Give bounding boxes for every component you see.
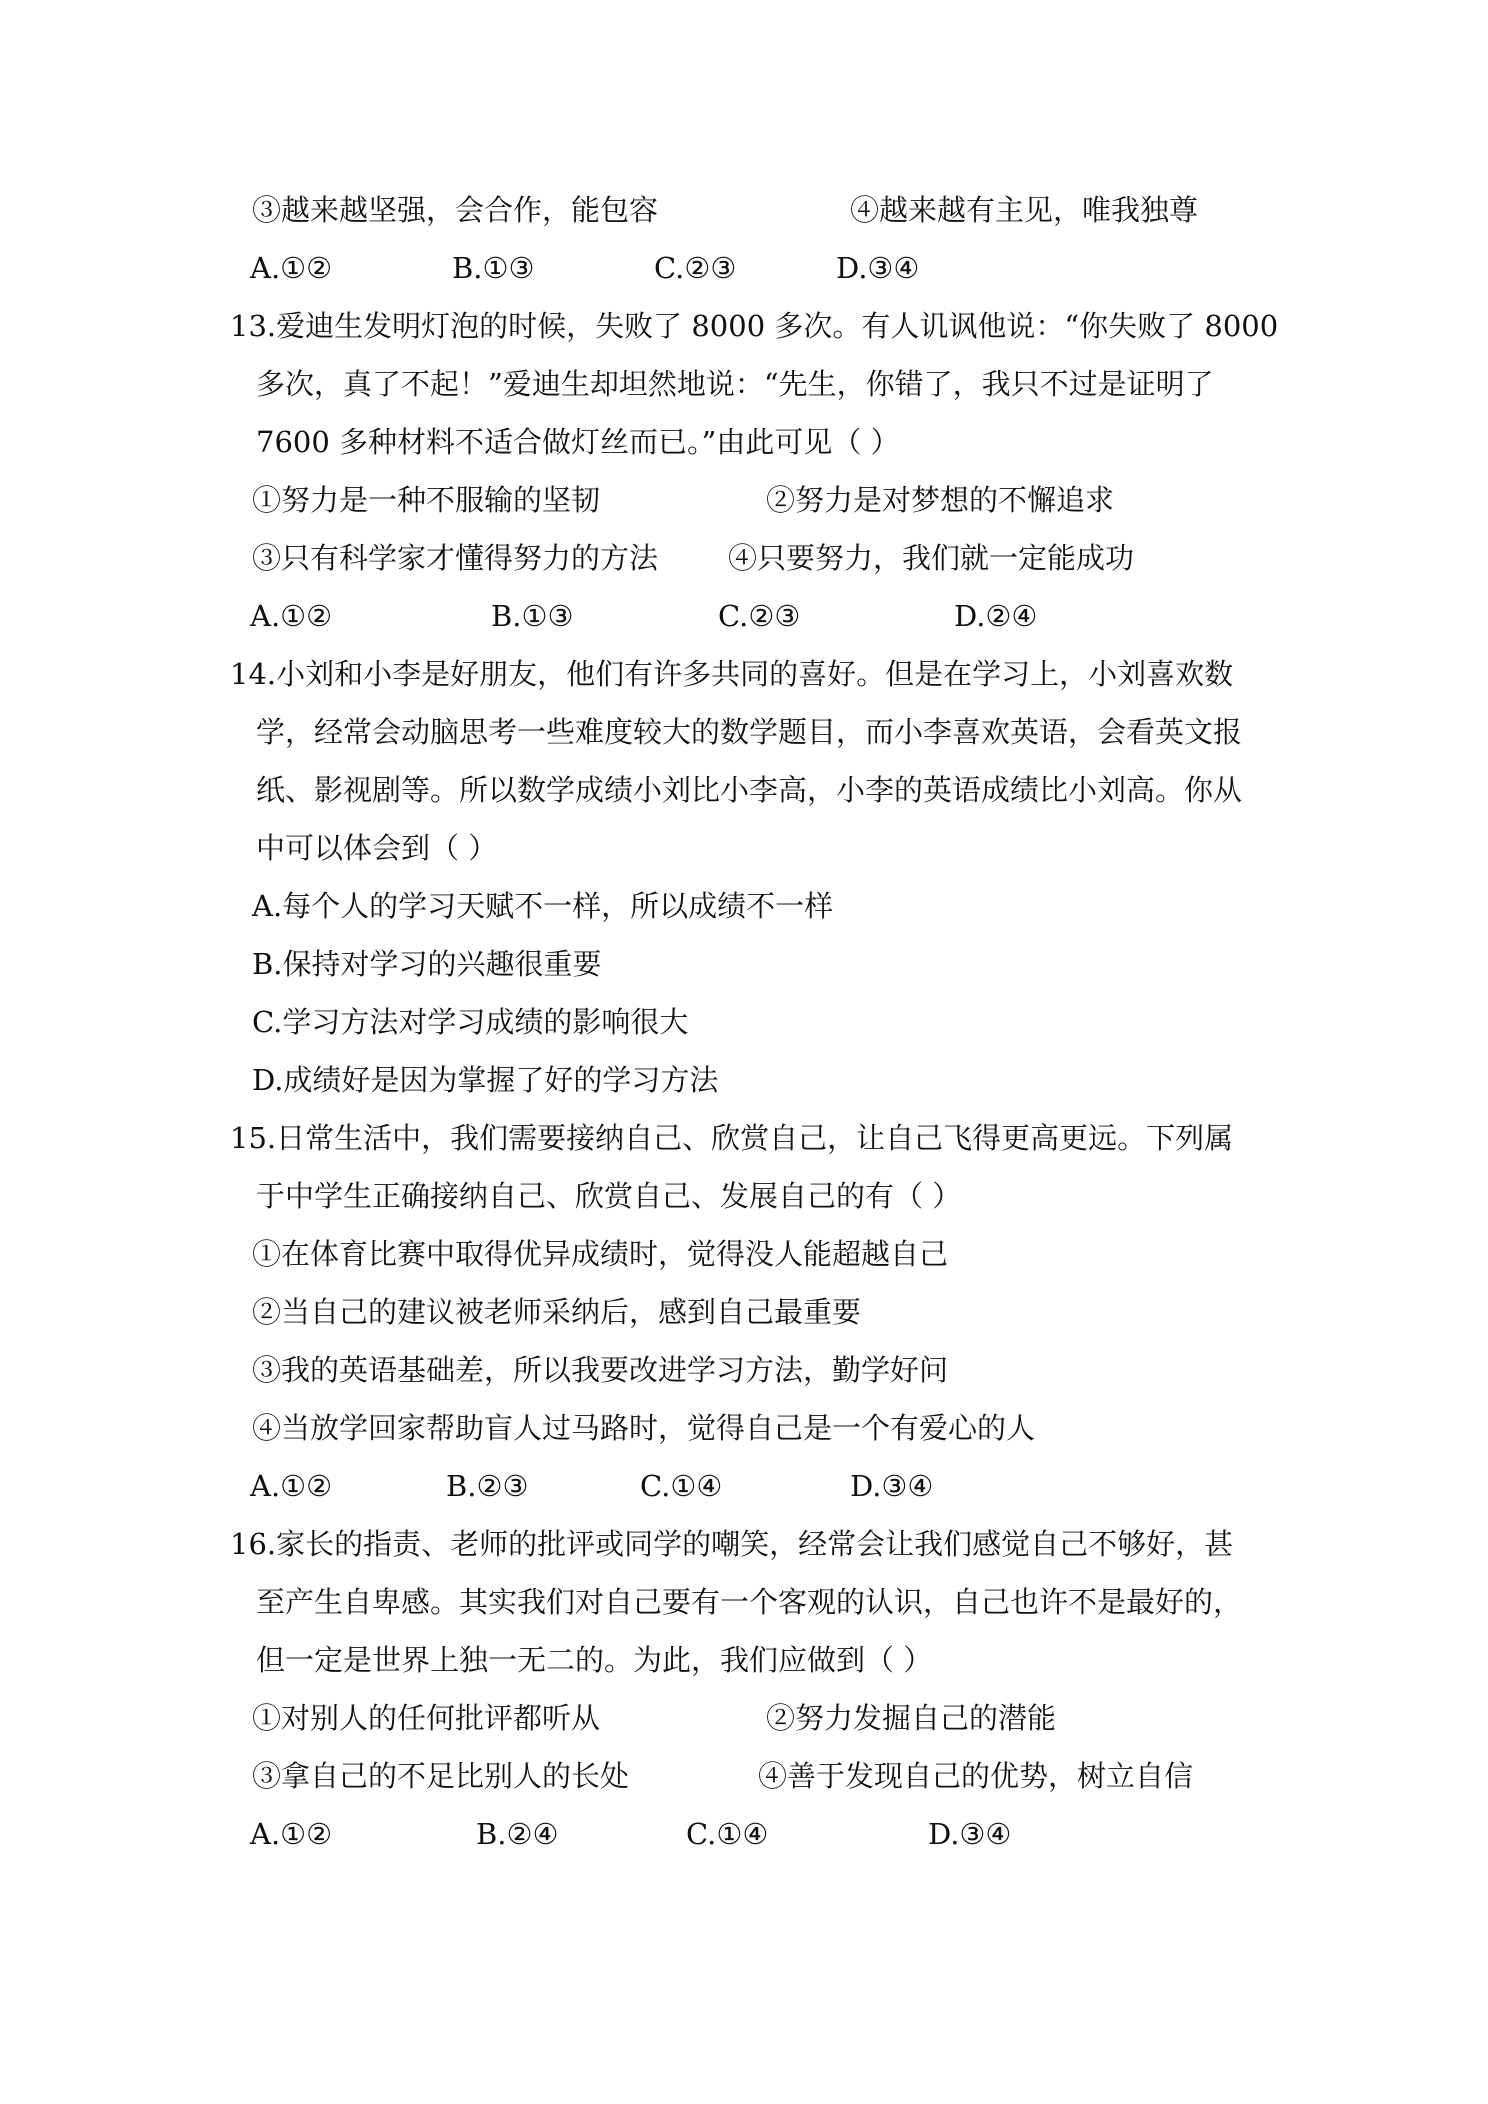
q13-stem-line-2: 多次，真了不起！”爱迪生却坦然地说：“先生，你错了，我只不过是证明了 (256, 367, 1214, 401)
q13-choice-d: D.②④ (954, 599, 1038, 633)
q15-choice-d: D.③④ (850, 1469, 934, 1503)
q13-choice-b: B.①③ (491, 599, 574, 633)
q16-stem-line-3: 但一定是世界上独一无二的。为此，我们应做到（ ） (256, 1643, 933, 1677)
q12-option-4: ④越来越有主见，唯我独尊 (850, 193, 1199, 227)
q12-choice-c: C.②③ (654, 251, 737, 285)
q16-option-2: ②努力发掘自己的潜能 (766, 1701, 1057, 1735)
q16-stem-line-2: 至产生自卑感。其实我们对自己要有一个客观的认识，自己也许不是最好的， (256, 1585, 1243, 1619)
q13-option-2: ②努力是对梦想的不懈追求 (766, 483, 1115, 517)
q13-choice-a: A.①② (250, 599, 333, 633)
q15-option-2: ②当自己的建议被老师采纳后，感到自己最重要 (252, 1295, 862, 1329)
q13-options-row-2 (0, 538, 1250, 578)
q12-option-3: ③越来越坚强，会合作，能包容 (252, 193, 659, 227)
q16-option-4: ④善于发现自己的优势，树立自信 (758, 1759, 1194, 1793)
q15-stem-line-2: 于中学生正确接纳自己、欣赏自己、发展自己的有（ ） (256, 1179, 962, 1213)
q15-choice-c: C.①④ (640, 1469, 723, 1503)
q15-option-4: ④当放学回家帮助盲人过马路时，觉得自己是一个有爱心的人 (252, 1411, 1036, 1445)
q14-option-b: B.保持对学习的兴趣很重要 (252, 947, 602, 981)
q16-options-row-1 (0, 1698, 1250, 1738)
q15-choices-row (0, 1466, 1250, 1506)
q13-options-row-1 (0, 480, 1250, 520)
q13-choice-c: C.②③ (718, 599, 801, 633)
q15-choice-b: B.②③ (446, 1469, 529, 1503)
q14-option-c: C.学习方法对学习成绩的影响很大 (252, 1005, 689, 1039)
q14-stem-line-3: 纸、影视剧等。所以数学成绩小刘比小李高，小李的英语成绩比小刘高。你从 (256, 773, 1243, 807)
q13-choices-row (0, 596, 1250, 636)
q12-choice-d: D.③④ (836, 251, 920, 285)
q15-option-1: ①在体育比赛中取得优异成绩时，觉得没人能超越自己 (252, 1237, 949, 1271)
q14-stem-line-4: 中可以体会到（ ） (256, 831, 498, 865)
q16-stem-line-1: 16.家长的指责、老师的批评或同学的嘲笑，经常会让我们感觉自己不够好，甚 (230, 1527, 1234, 1561)
q15-stem-line-1: 15.日常生活中，我们需要接纳自己、欣赏自己，让自己飞得更高更远。下列属 (230, 1121, 1234, 1155)
q16-options-row-2 (0, 1756, 1250, 1796)
q16-choice-d: D.③④ (928, 1817, 1012, 1851)
q14-stem-line-1: 14.小刘和小李是好朋友，他们有许多共同的喜好。但是在学习上，小刘喜欢数 (230, 657, 1234, 691)
q16-choice-a: A.①② (250, 1817, 333, 1851)
q12-choices-row (0, 248, 1250, 288)
q16-option-3: ③拿自己的不足比别人的长处 (252, 1759, 630, 1793)
q13-stem-line-1: 13.爱迪生发明灯泡的时候，失败了 8000 多次。有人讥讽他说：“你失败了 8000 (230, 309, 1279, 343)
q16-choice-b: B.②④ (476, 1817, 559, 1851)
q16-option-1: ①对别人的任何批评都听从 (252, 1701, 601, 1735)
q13-option-4: ④只要努力，我们就一定能成功 (728, 541, 1135, 575)
q13-stem-line-3: 7600 多种材料不适合做灯丝而已。”由此可见（ ） (256, 425, 900, 459)
q12-choice-b: B.①③ (452, 251, 535, 285)
q14-stem-line-2: 学，经常会动脑思考一些难度较大的数学题目，而小李喜欢英语，会看英文报 (256, 715, 1243, 749)
q16-choice-c: C.①④ (686, 1817, 769, 1851)
q12-choice-a: A.①② (250, 251, 333, 285)
q14-option-d: D.成绩好是因为掌握了好的学习方法 (252, 1063, 719, 1097)
q16-choices-row (0, 1814, 1250, 1854)
q15-option-3: ③我的英语基础差，所以我要改进学习方法，勤学好问 (252, 1353, 949, 1387)
q15-choice-a: A.①② (250, 1469, 333, 1503)
q14-option-a: A.每个人的学习天赋不一样，所以成绩不一样 (252, 889, 834, 923)
q12-options-row-1 (0, 190, 1250, 230)
q13-option-3: ③只有科学家才懂得努力的方法 (252, 541, 659, 575)
q13-option-1: ①努力是一种不服输的坚韧 (252, 483, 601, 517)
